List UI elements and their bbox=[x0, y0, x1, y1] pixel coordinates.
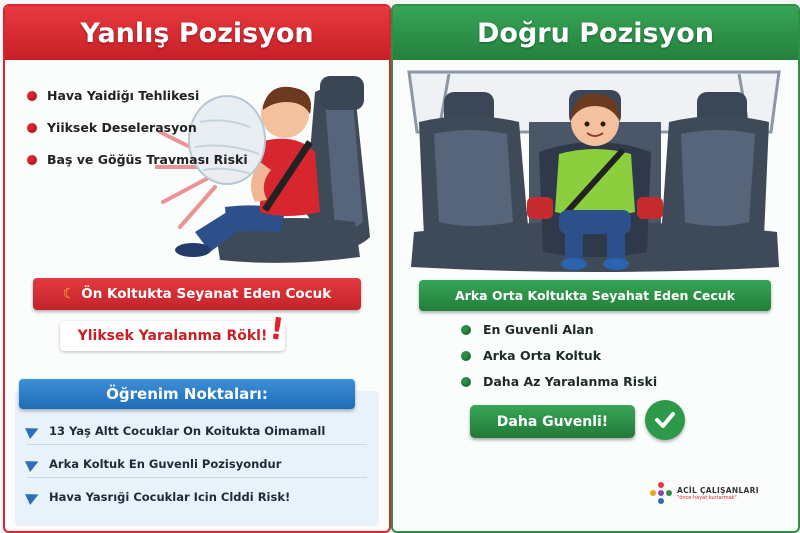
check-circle-icon bbox=[645, 400, 685, 440]
learning-item bbox=[27, 451, 367, 478]
rear-middle-seat-child-illustration bbox=[399, 62, 791, 277]
benefit-label: En Guvenli Alan bbox=[483, 322, 594, 337]
logo-mark-icon bbox=[648, 480, 674, 506]
risk-item bbox=[27, 88, 199, 103]
safer-badge: Daha Guvenli! bbox=[470, 405, 635, 438]
logo-tagline: "önce hayat kurtarmak" bbox=[677, 494, 737, 501]
risk-label: Baş ve Göğüs Travması Riski bbox=[47, 152, 248, 167]
red-dot-icon bbox=[27, 123, 37, 133]
banana-icon: ☾ bbox=[62, 286, 76, 302]
risk-label: Hava Yaidiğı Tehlikesi bbox=[47, 88, 200, 103]
blue-arrow-icon bbox=[25, 456, 41, 472]
logo-name: ACİL ÇALIŞANLARI bbox=[677, 485, 759, 495]
wrong-position-panel bbox=[3, 4, 391, 533]
front-seat-banner bbox=[33, 278, 361, 310]
risk-item bbox=[27, 120, 197, 135]
front-seat-banner-label: Ön Koltukta Seyanat Eden Cocuk bbox=[81, 286, 332, 302]
benefit-label: Arka Orta Koltuk bbox=[483, 348, 602, 363]
blue-arrow-icon bbox=[25, 423, 41, 439]
green-dot-icon bbox=[461, 325, 471, 335]
green-dot-icon bbox=[461, 351, 471, 361]
acil-calisanlari-logo bbox=[648, 480, 759, 506]
blue-arrow-icon bbox=[25, 489, 41, 505]
red-dot-icon bbox=[27, 91, 37, 101]
wrong-position-title: Yanlış Pozisyon bbox=[5, 6, 389, 60]
exclamation-icon: ! bbox=[267, 311, 287, 348]
benefit-item bbox=[461, 374, 657, 389]
high-injury-warning: Yliksek Yaralanma Rökl! bbox=[60, 321, 285, 351]
red-dot-icon bbox=[27, 155, 37, 165]
benefit-item bbox=[461, 348, 601, 363]
risk-label: Yiiksek Deselerasyon bbox=[47, 120, 197, 135]
benefit-label: Daha Az Yaralanma Riski bbox=[483, 374, 658, 389]
green-dot-icon bbox=[461, 377, 471, 387]
learning-item bbox=[27, 484, 367, 510]
correct-position-panel bbox=[391, 4, 800, 533]
risk-item bbox=[27, 152, 248, 167]
learning-item-label: Arka Koltuk En Guvenli Pozisyondur bbox=[49, 457, 282, 471]
rear-middle-banner: Arka Orta Koltukta Seyahat Eden Cecuk bbox=[419, 280, 771, 311]
learning-item-label: Hava Yasrıği Cocuklar Icin Clddi Risk! bbox=[49, 490, 291, 504]
learning-item-label: 13 Yaş Altt Cocuklar On Koitukta Oimamall bbox=[49, 424, 326, 438]
learning-item bbox=[27, 418, 367, 445]
learning-points-title: Öğrenim Noktaları: bbox=[19, 379, 355, 409]
correct-position-title: Doğru Pozisyon bbox=[393, 6, 798, 60]
benefit-item bbox=[461, 322, 594, 337]
